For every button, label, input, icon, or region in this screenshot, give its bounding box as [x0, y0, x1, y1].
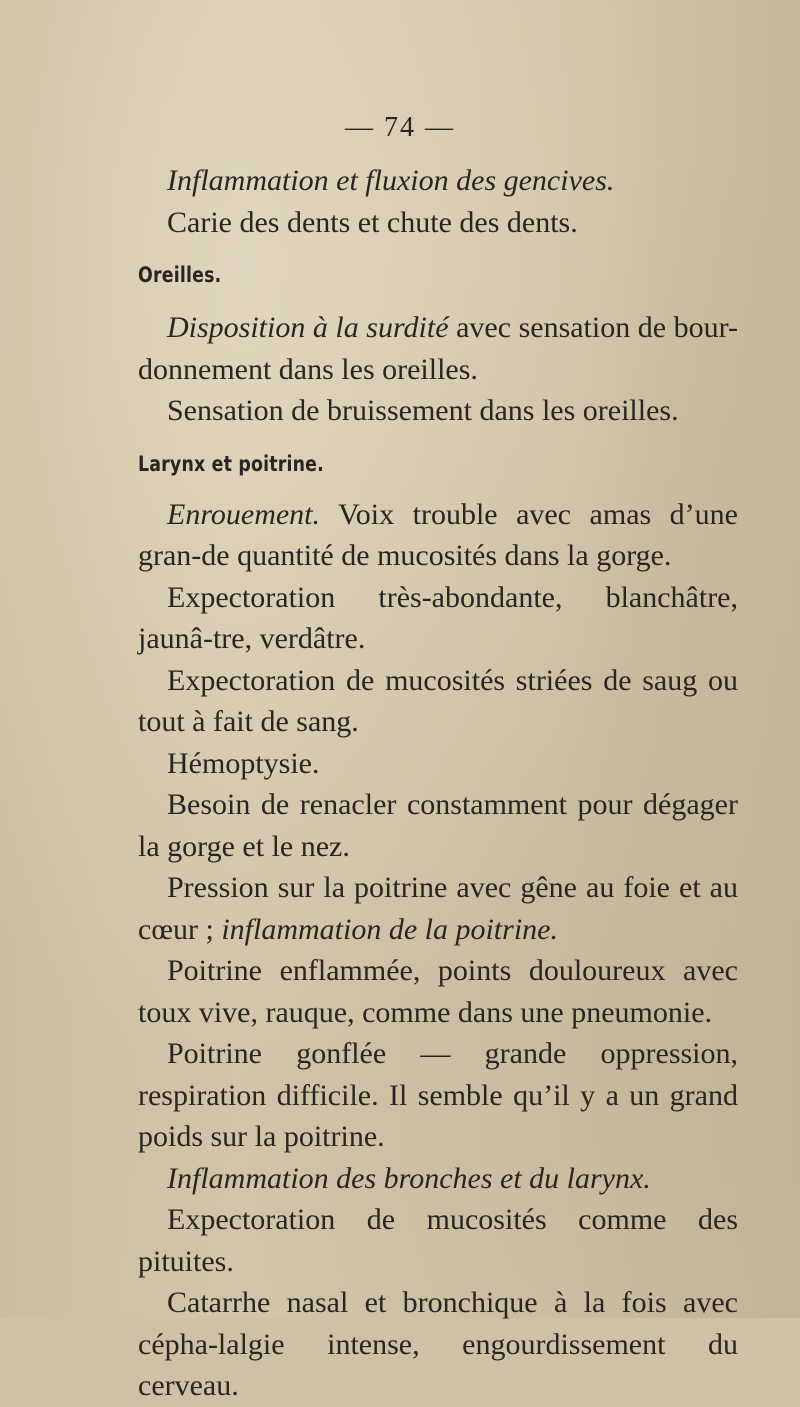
section-heading-oreilles: Oreilles.	[138, 263, 222, 287]
surdite-italic: Disposition à la surdité	[167, 311, 449, 344]
paragraph-pression	[138, 867, 738, 950]
paragraph-catarrhe: Catarrhe nasal et bronchique à la fois avec cépha-lalgie intense, engourdissement du cerveau.	[138, 1286, 738, 1402]
paragraph-expectoration-abondante: Expectoration très-abondante, blanchâtre, jaunâ-tre, verdâtre.	[138, 580, 738, 655]
pression-italic: inflammation de la poitrine.	[221, 912, 558, 946]
paragraph-carie: Carie des dents et chute des dents.	[167, 205, 578, 239]
paragraph-pituites: Expectoration de mucosités comme des pituites.	[138, 1203, 738, 1278]
paragraph-renacler: Besoin de renacler constamment pour dégager la gorge et le nez.	[138, 788, 738, 863]
paragraph-hemoptysie: Hémoptysie.	[167, 746, 320, 780]
surdite-rest: avec sensation de bour-donnement dans les oreilles.	[138, 311, 738, 386]
section-heading-larynx: Larynx et poitrine.	[138, 451, 324, 476]
page-number: — 74 —	[345, 112, 455, 143]
paragraph-enrouement	[138, 494, 738, 577]
enrouement-rest: Voix trouble avec amas d’une gran-de quantité de mucosités dans la gorge.	[138, 497, 738, 572]
paragraph-gencives: Inflammation et fluxion des gencives.	[167, 164, 615, 197]
paragraph-poitrine-gonflee: Poitrine gonflée — grande oppression, respiration difficile. Il semble qu’il y a un grand poids sur la poitrine.	[138, 1037, 738, 1153]
paragraph-poitrine-enflammee: Poitrine enflammée, points douloureux avec toux vive, rauque, comme dans une pneumonie.	[138, 954, 738, 1029]
enrouement-italic: Enrouement.	[167, 497, 321, 531]
pression-start: Pression sur la poitrine avec gêne au foie et au cœur ;	[138, 871, 738, 946]
paragraph-expectoration-sang: Expectoration de mucosités striées de saug ou tout à fait de sang.	[138, 663, 738, 738]
paragraph-surdite	[138, 307, 738, 390]
paragraph-bruissement: Sensation de bruissement dans les oreilles.	[167, 394, 679, 427]
paragraph-inflammation-bronches: Inflammation des bronches et du larynx.	[167, 1161, 651, 1195]
page-text	[138, 160, 738, 1407]
